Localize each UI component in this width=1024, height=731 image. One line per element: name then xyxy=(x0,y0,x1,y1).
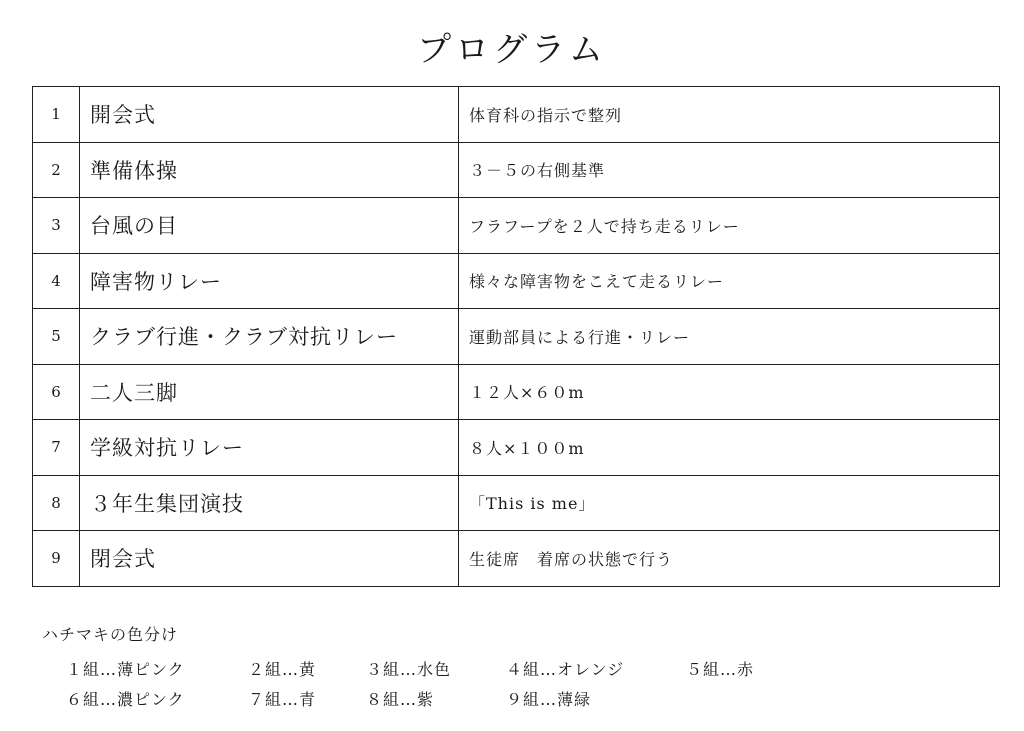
class-color-item: １組…薄ピンク xyxy=(66,660,185,679)
program-table xyxy=(32,86,1000,587)
event-name: 開会式 xyxy=(80,87,459,143)
event-description: 「This is me」 xyxy=(459,475,1000,531)
event-name: 準備体操 xyxy=(80,142,459,198)
event-description: ３－５の右側基準 xyxy=(459,142,1000,198)
row-number: 7 xyxy=(33,420,80,476)
event-description: ８人×１００m xyxy=(459,420,1000,476)
event-description: 生徒席 着席の状態で行う xyxy=(459,531,1000,587)
class-color-item: ３組…水色 xyxy=(366,660,452,679)
row-number: 4 xyxy=(33,253,80,309)
page-title: プログラム xyxy=(417,30,607,70)
table-row xyxy=(33,309,1000,365)
event-description: 運動部員による行進・リレー xyxy=(459,309,1000,365)
headband-row-1 xyxy=(42,657,1002,687)
event-description: フラフープを２人で持ち走るリレー xyxy=(459,198,1000,254)
headband-colors-section xyxy=(42,622,1002,717)
class-color-item: ５組…赤 xyxy=(686,660,755,679)
event-name: ３年生集団演技 xyxy=(80,475,459,531)
table-row xyxy=(33,253,1000,309)
table-row xyxy=(33,475,1000,531)
headband-colors-title: ハチマキの色分け xyxy=(42,625,179,644)
table-row xyxy=(33,364,1000,420)
event-name: 学級対抗リレー xyxy=(80,420,459,476)
row-number: 9 xyxy=(33,531,80,587)
row-number: 2 xyxy=(33,142,80,198)
event-description: 様々な障害物をこえて走るリレー xyxy=(459,253,1000,309)
row-number: 3 xyxy=(33,198,80,254)
event-name: 台風の目 xyxy=(80,198,459,254)
table-row xyxy=(33,531,1000,587)
class-color-item: ９組…薄緑 xyxy=(506,690,592,709)
table-row xyxy=(33,87,1000,143)
event-description: 体育科の指示で整列 xyxy=(459,87,1000,143)
event-name: クラブ行進・クラブ対抗リレー xyxy=(80,309,459,365)
table-row xyxy=(33,142,1000,198)
event-name: 障害物リレー xyxy=(80,253,459,309)
table-row xyxy=(33,420,1000,476)
class-color-item: ４組…オレンジ xyxy=(506,660,625,679)
class-color-item: ６組…濃ピンク xyxy=(66,690,185,709)
event-description: １２人×６０m xyxy=(459,364,1000,420)
headband-row-2 xyxy=(42,687,1002,717)
class-color-item: ２組…黄 xyxy=(248,660,317,679)
event-name: 閉会式 xyxy=(80,531,459,587)
row-number: 6 xyxy=(33,364,80,420)
class-color-item: ８組…紫 xyxy=(366,690,435,709)
row-number: 8 xyxy=(33,475,80,531)
row-number: 1 xyxy=(33,87,80,143)
row-number: 5 xyxy=(33,309,80,365)
class-color-item: ７組…青 xyxy=(248,690,317,709)
table-row xyxy=(33,198,1000,254)
event-name: 二人三脚 xyxy=(80,364,459,420)
